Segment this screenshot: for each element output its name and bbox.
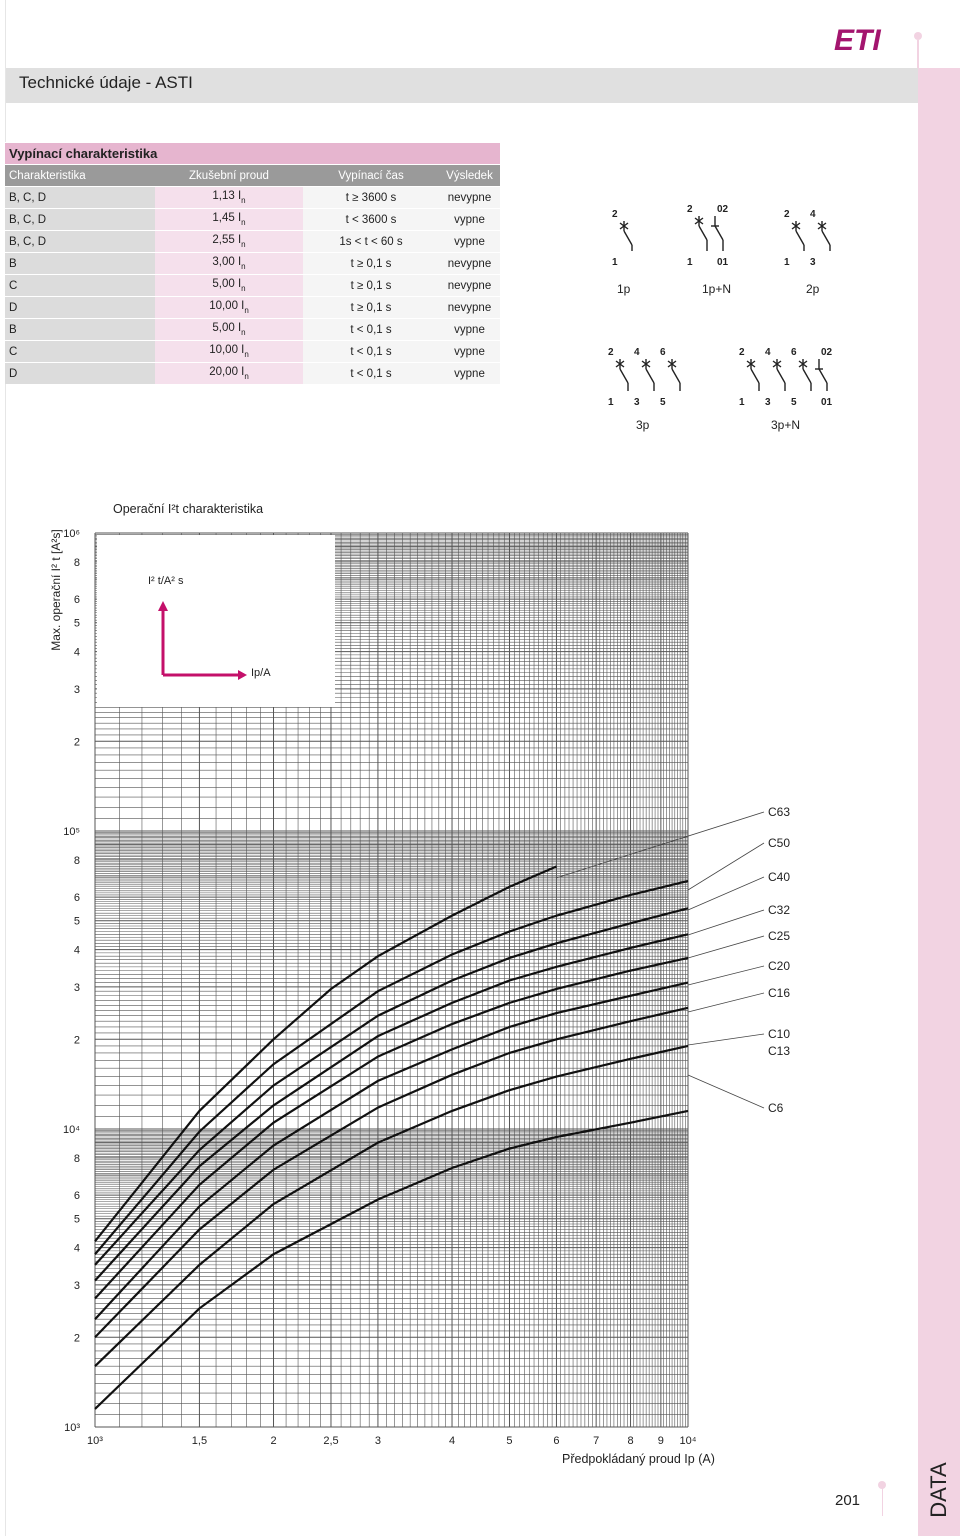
pole-terminal-bottom: 1 <box>784 257 790 267</box>
pole-terminal-top: 2 <box>612 209 618 220</box>
cell-text: 3,00 I <box>212 256 242 268</box>
pole-contact <box>803 369 811 383</box>
table-cell-char <box>5 187 155 209</box>
x-tick-label: 8 <box>627 1435 634 1447</box>
pole-contact <box>819 369 827 383</box>
cell-text: vypne <box>454 323 485 336</box>
y-tick-label: 3 <box>73 1279 80 1292</box>
subscript-n: n <box>241 218 246 227</box>
pole-diagram-3pn <box>735 343 835 407</box>
table-row <box>5 187 500 209</box>
legend-label: C32 <box>768 903 791 917</box>
cell-text: 5,00 I <box>212 322 242 334</box>
table-cell-result <box>439 319 500 341</box>
cell-text: D <box>9 367 18 380</box>
svg-text:ETI: ETI <box>834 24 881 56</box>
y-tick-label: 4 <box>73 646 80 659</box>
pole-terminal-bottom: 5 <box>791 397 797 407</box>
pole-caption-3p: 3p <box>636 418 650 432</box>
x-tick-label: 3 <box>374 1435 381 1447</box>
table-cell-char <box>5 253 155 275</box>
trip-characteristic-table <box>5 142 500 384</box>
cell-text: vypne <box>454 235 485 248</box>
pole-diagram-1p <box>608 205 638 267</box>
table-header: Charakteristika <box>5 165 155 187</box>
x-tick-label: 7 <box>593 1435 600 1447</box>
table-row <box>5 253 500 275</box>
table-cell-current <box>155 231 303 253</box>
table-cell-result <box>439 363 500 385</box>
cell-text: nevypne <box>447 257 492 270</box>
series-line <box>95 881 688 1254</box>
side-label-text: DATA <box>926 1462 951 1518</box>
page-title: Technické údaje - ASTI <box>19 73 193 92</box>
cell-text: t ≥ 0,1 s <box>350 301 392 314</box>
table-cell-current <box>155 275 303 297</box>
cell-text: B, C, D <box>9 213 47 226</box>
table-cell-char <box>5 209 155 231</box>
cell-text: 2,55 I <box>212 234 242 246</box>
subscript-n: n <box>241 262 246 271</box>
pole-contact <box>796 231 804 245</box>
eti-logo <box>832 22 882 56</box>
y-tick-label: 2 <box>73 736 80 749</box>
pole-terminal-top: 02 <box>717 204 729 215</box>
y-tick-label: 3 <box>73 981 80 994</box>
table-cell-char <box>5 341 155 363</box>
table-cell-result <box>439 231 500 253</box>
table-cell-current <box>155 319 303 341</box>
page-number: 201 <box>835 1492 861 1509</box>
cell-text: vypne <box>454 213 485 226</box>
legend-leader <box>688 1034 764 1045</box>
y-axis-label-text: Max. operační I² t [A²s] <box>49 529 63 651</box>
pole-terminal-top: 2 <box>739 347 745 358</box>
cell-text: D <box>9 301 18 314</box>
table-cell-current <box>155 209 303 231</box>
x-tick-label: 10³ <box>87 1435 103 1447</box>
legend-label: C63 <box>768 805 791 819</box>
pole-terminal-bottom: 01 <box>821 397 833 407</box>
table-cell-char <box>5 297 155 319</box>
chart-title: Operační I²t charakteristika <box>113 502 264 516</box>
cell-text: 1,45 I <box>212 212 242 224</box>
table-cell-result <box>439 297 500 319</box>
pole-contact <box>624 231 632 245</box>
cell-text: 20,00 I <box>209 366 245 378</box>
y-tick-label: 5 <box>73 617 80 630</box>
table-cell-time <box>303 275 439 297</box>
legend-label: C50 <box>768 836 791 850</box>
cell-text: nevypne <box>447 301 492 314</box>
cell-text: nevypne <box>447 279 492 292</box>
table-header: Vypínací čas <box>303 165 439 187</box>
series-line <box>95 1111 688 1409</box>
x-tick-label: 5 <box>506 1435 513 1447</box>
table-cell-current <box>155 341 303 363</box>
subscript-n: n <box>241 196 246 205</box>
table-header-row <box>5 165 500 187</box>
table-header: Zkušební proud <box>155 165 303 187</box>
cell-text: t < 0,1 s <box>350 323 392 336</box>
table-cell-result <box>439 341 500 363</box>
subscript-n: n <box>244 306 249 315</box>
y-tick-label: 5 <box>73 915 80 928</box>
y-tick-label: 10⁴ <box>63 1124 80 1136</box>
legend-label: C6 <box>768 1101 784 1115</box>
table-cell-current <box>155 187 303 209</box>
table-caption: Vypínací charakteristika <box>5 143 500 165</box>
table-cell-current <box>155 297 303 319</box>
legend-label: C16 <box>768 986 791 1000</box>
subscript-n: n <box>241 328 246 337</box>
pole-diagram-2p <box>780 205 836 267</box>
pole-contact <box>699 226 707 240</box>
pole-terminal-top: 2 <box>687 204 693 215</box>
pole-contact <box>777 369 785 383</box>
x-tick-label: 1,5 <box>191 1435 208 1447</box>
table-cell-result <box>439 275 500 297</box>
series-line <box>95 1008 688 1337</box>
y-tick-label: 4 <box>73 944 80 957</box>
legend-leader <box>688 877 764 910</box>
pole-terminal-top: 4 <box>634 347 640 358</box>
pole-terminal-bottom: 3 <box>765 397 771 407</box>
table-cell-char <box>5 275 155 297</box>
y-tick-label: 8 <box>73 854 80 867</box>
table-cell-time <box>303 319 439 341</box>
pole-terminal-top: 02 <box>821 347 833 358</box>
pole-contact <box>715 226 723 240</box>
y-tick-label: 2 <box>73 1034 80 1047</box>
y-tick-label: 10⁵ <box>63 826 80 838</box>
y-tick-label: 4 <box>73 1242 80 1255</box>
cell-text: C <box>9 345 18 358</box>
pole-diagram-3p <box>604 343 684 407</box>
pole-terminal-top: 4 <box>810 209 816 220</box>
pole-terminal-top: 2 <box>784 209 790 220</box>
legend-leader <box>688 910 764 935</box>
cell-text: nevypne <box>447 191 492 204</box>
x-tick-label: 2 <box>270 1435 277 1447</box>
table-row <box>5 319 500 341</box>
table-cell-char <box>5 319 155 341</box>
cell-text: t ≥ 3600 s <box>345 191 397 204</box>
side-strip <box>918 68 960 1536</box>
table-cell-result <box>439 187 500 209</box>
table-cell-char <box>5 231 155 253</box>
series-line <box>95 867 556 1242</box>
cell-text: 1s < t < 60 s <box>339 235 403 248</box>
pole-terminal-bottom: 3 <box>810 257 816 267</box>
pole-caption-1pn: 1p+N <box>702 282 732 296</box>
pole-caption-1p: 1p <box>617 282 631 296</box>
pole-diagram-1pn <box>683 200 745 267</box>
table-cell-time <box>303 341 439 363</box>
x-tick-label: 6 <box>553 1435 560 1447</box>
cell-text: t < 0,1 s <box>350 367 392 380</box>
pole-terminal-bottom: 1 <box>608 397 614 407</box>
table-cell-time <box>303 209 439 231</box>
table-row <box>5 363 500 385</box>
cell-text: t < 0,1 s <box>350 345 392 358</box>
x-tick-label: 2,5 <box>323 1435 339 1447</box>
cell-text: C <box>9 279 18 292</box>
legend-label: C25 <box>768 929 791 943</box>
y-tick-label: 8 <box>73 556 80 569</box>
pole-terminal-bottom: 01 <box>717 257 729 267</box>
inset-x-label: Ip/A <box>251 667 271 679</box>
pole-terminal-bottom: 1 <box>687 257 693 267</box>
subscript-n: n <box>244 372 249 381</box>
table-cell-time <box>303 253 439 275</box>
pole-contact <box>751 369 759 383</box>
pole-caption-3pn: 3p+N <box>771 418 801 432</box>
y-tick-label: 6 <box>73 1190 80 1203</box>
cell-text: vypne <box>454 367 485 380</box>
table-cell-char <box>5 363 155 385</box>
y-tick-label: 5 <box>73 1213 80 1226</box>
table-cell-time <box>303 187 439 209</box>
y-tick-label: 10⁶ <box>63 528 80 540</box>
y-tick-label: 6 <box>73 892 80 905</box>
table-header: Výsledek <box>439 165 500 187</box>
i2t-chart <box>0 515 900 1460</box>
page-number-rule <box>882 1486 883 1516</box>
x-tick-label: 9 <box>657 1435 664 1447</box>
legend-label: C10 <box>768 1027 791 1041</box>
strip-connector <box>917 40 919 68</box>
subscript-n: n <box>244 350 249 359</box>
cell-text: t ≥ 0,1 s <box>350 257 392 270</box>
pole-terminal-bottom: 3 <box>634 397 640 407</box>
y-tick-label: 3 <box>73 683 80 696</box>
table-cell-result <box>439 253 500 275</box>
legend-leader <box>688 936 764 958</box>
cell-text: 1,13 I <box>212 190 242 202</box>
table-cell-time <box>303 363 439 385</box>
table-row <box>5 297 500 319</box>
pole-caption-2p: 2p <box>806 282 820 296</box>
cell-text: B, C, D <box>9 191 47 204</box>
table-cell-current <box>155 363 303 385</box>
legend-leader <box>688 966 764 985</box>
y-tick-label: 2 <box>73 1332 80 1345</box>
pole-terminal-bottom: 1 <box>739 397 745 407</box>
pole-terminal-top: 2 <box>608 347 614 358</box>
legend-label: C40 <box>768 870 791 884</box>
cell-text: t ≥ 0,1 s <box>350 279 392 292</box>
table-row <box>5 231 500 253</box>
y-tick-label: 10³ <box>64 1422 80 1434</box>
legend-label: C20 <box>768 959 791 973</box>
table-row <box>5 275 500 297</box>
cell-text: B <box>9 257 17 270</box>
series-line <box>95 1046 688 1366</box>
inset-y-label: I² t/A² s <box>148 575 184 587</box>
table-cell-current <box>155 253 303 275</box>
legend-leader <box>688 993 764 1012</box>
cell-text: 10,00 I <box>209 300 245 312</box>
cell-text: vypne <box>454 345 485 358</box>
strip-dot <box>914 32 922 40</box>
subscript-n: n <box>241 240 246 249</box>
x-tick-label: 10⁴ <box>679 1435 697 1447</box>
x-tick-label: 4 <box>448 1435 456 1447</box>
pole-terminal-top: 4 <box>765 347 771 358</box>
y-tick-label: 6 <box>73 594 80 607</box>
pole-terminal-bottom: 1 <box>612 257 618 267</box>
table-cell-time <box>303 297 439 319</box>
legend-leader <box>688 1075 764 1108</box>
series-line <box>95 934 688 1280</box>
pole-contact <box>620 369 628 383</box>
pole-contact <box>646 369 654 383</box>
cell-text: t < 3600 s <box>345 213 397 226</box>
pole-terminal-top: 6 <box>791 347 797 358</box>
chart-inset-box <box>97 535 335 707</box>
chart-x-axis-label: Předpokládaný proud Ip (A) <box>562 1452 715 1466</box>
table-cell-result <box>439 209 500 231</box>
y-tick-label: 8 <box>73 1152 80 1165</box>
pole-terminal-top: 6 <box>660 347 666 358</box>
legend-leader <box>688 843 764 890</box>
table-row <box>5 341 500 363</box>
side-label <box>918 1455 960 1525</box>
pole-contact <box>672 369 680 383</box>
pole-terminal-bottom: 5 <box>660 397 666 407</box>
cell-text: 10,00 I <box>209 344 245 356</box>
table-cell-time <box>303 231 439 253</box>
table-row <box>5 209 500 231</box>
subscript-n: n <box>241 284 246 293</box>
legend-label: C13 <box>768 1044 791 1058</box>
pole-contact <box>822 231 830 245</box>
cell-text: 5,00 I <box>212 278 242 290</box>
chart-series <box>95 867 688 1409</box>
cell-text: B, C, D <box>9 235 47 248</box>
cell-text: B <box>9 323 17 336</box>
